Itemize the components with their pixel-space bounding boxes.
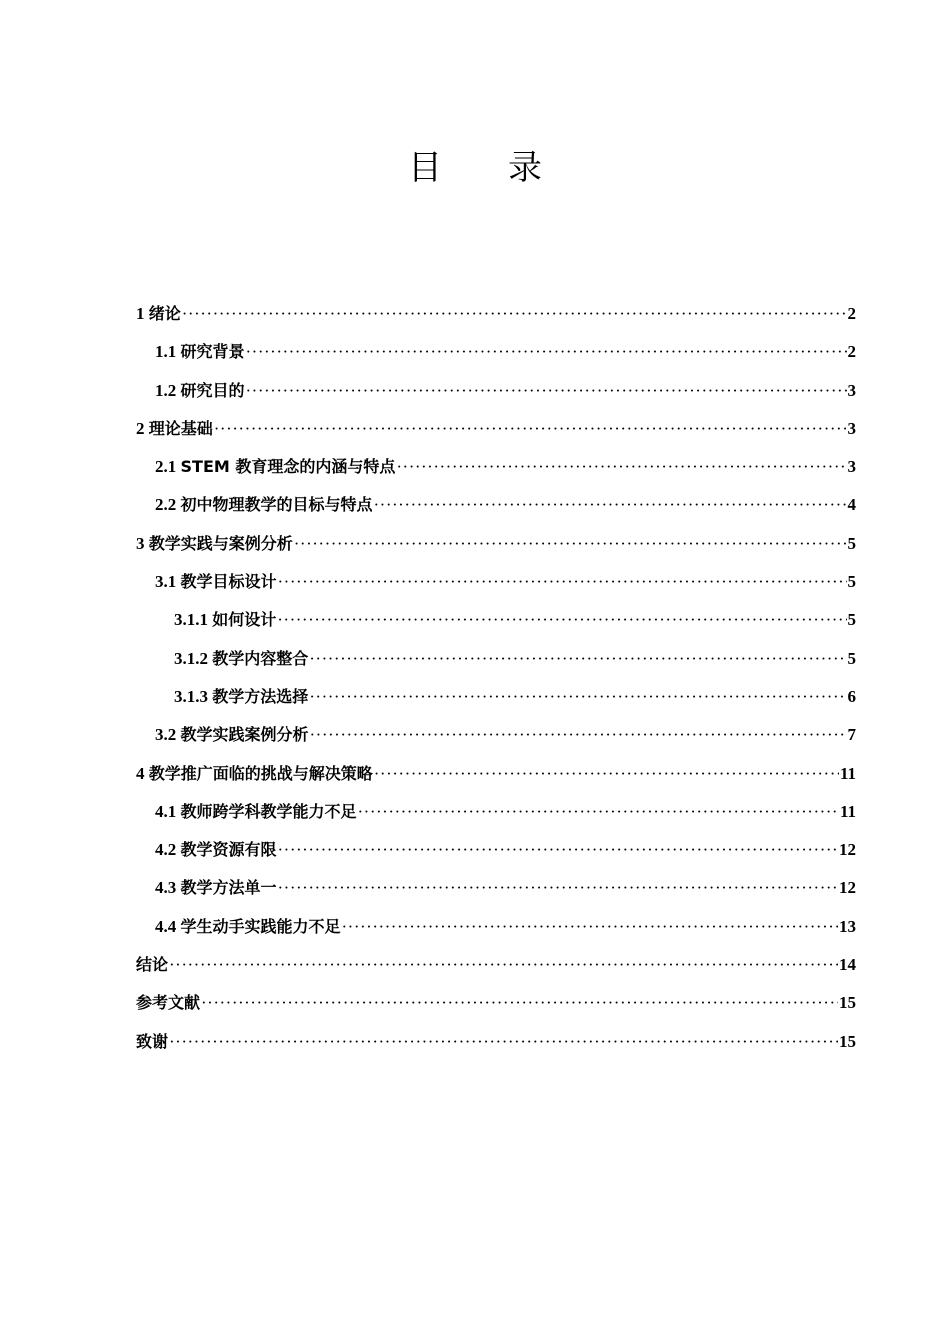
toc-entry[interactable] — [136, 416, 856, 454]
toc-dot-leader — [294, 534, 847, 554]
page-title-char-1: 目 — [408, 148, 442, 188]
toc-entry-label — [155, 837, 277, 860]
toc-entry-text: 初中物理教学的目标与特点 — [180, 495, 373, 515]
toc-entry-page-number: 12 — [839, 878, 856, 898]
toc-entry-label — [136, 1029, 168, 1052]
toc-entry-text: 教学推广面临的挑战与解决策略 — [148, 763, 373, 783]
toc-entry-text: 教师跨学科教学能力不足 — [180, 801, 357, 821]
toc-entry-page-number: 5 — [847, 610, 856, 630]
toc-entry-text: 结论 — [136, 955, 169, 975]
toc-entry[interactable] — [136, 339, 856, 377]
toc-entry-page-number: 12 — [839, 840, 856, 860]
toc-entry-label — [155, 875, 277, 898]
toc-entry-label — [136, 952, 168, 975]
toc-dot-leader — [396, 457, 846, 477]
toc-dot-leader — [310, 725, 847, 745]
toc-entry-label — [136, 990, 200, 1013]
toc-entry-page-number: 5 — [847, 648, 856, 668]
toc-dot-leader — [246, 381, 847, 401]
toc-entry[interactable] — [136, 990, 856, 1028]
toc-entry-number: 1 — [136, 304, 145, 323]
toc-entry-number: 3.1.2 — [174, 648, 208, 668]
toc-entry[interactable] — [136, 684, 856, 722]
toc-dot-leader — [278, 572, 847, 592]
toc-entry[interactable] — [136, 454, 856, 492]
toc-entry-page-number: 14 — [839, 955, 856, 975]
toc-entry-page-number: 4 — [847, 495, 856, 515]
toc-entry-label — [155, 492, 373, 515]
toc-entry-number: 2.2 — [155, 495, 177, 515]
toc-dot-leader — [182, 304, 847, 324]
toc-entry[interactable] — [136, 799, 856, 837]
toc-entry-label — [155, 914, 341, 937]
toc-entry-number: 4.3 — [155, 878, 177, 898]
page-title — [0, 140, 950, 189]
toc-dot-leader — [214, 419, 847, 439]
toc-entry-page-number: 3 — [847, 457, 856, 477]
toc-dot-leader — [169, 1032, 838, 1052]
toc-entry-page-number: 3 — [847, 418, 856, 438]
toc-dot-leader — [309, 687, 846, 707]
toc-entry[interactable] — [136, 492, 856, 530]
toc-entry[interactable] — [136, 837, 856, 875]
toc-dot-leader — [246, 342, 847, 362]
toc-entry-text: 致谢 — [136, 1031, 169, 1051]
toc-entry-page-number: 2 — [847, 304, 856, 323]
toc-entry-label — [174, 607, 276, 630]
toc-entry-number: 3.1.1 — [174, 610, 208, 630]
toc-entry-label — [136, 531, 293, 554]
toc-entry[interactable] — [136, 301, 856, 339]
toc-entry[interactable] — [136, 914, 856, 952]
toc-dot-leader — [277, 610, 846, 630]
toc-entry-text: 教学方法单一 — [180, 878, 277, 898]
toc-entry-text: 教学实践案例分析 — [180, 725, 309, 745]
toc-entry-label — [136, 301, 181, 324]
toc-entry-label — [174, 684, 308, 707]
toc-dot-leader — [169, 955, 838, 975]
toc-entry-page-number: 5 — [847, 572, 856, 592]
toc-entry-label — [155, 454, 395, 477]
toc-entry-number: 2 — [136, 418, 145, 438]
toc-entry[interactable] — [136, 569, 856, 607]
toc-entry-text: 教学资源有限 — [180, 840, 277, 860]
toc-entry-page-number: 13 — [839, 916, 856, 936]
toc-dot-leader — [309, 649, 846, 669]
toc-entry-page-number: 5 — [847, 533, 856, 553]
toc-entry-page-number: 15 — [839, 993, 856, 1013]
toc-entry-page-number: 3 — [847, 380, 856, 400]
toc-entry-text: 理论基础 — [148, 418, 213, 438]
toc-entry[interactable] — [136, 531, 856, 569]
toc-entry-page-number: 2 — [847, 342, 856, 362]
toc-entry-text: 教学内容整合 — [212, 648, 309, 668]
toc-dot-leader — [278, 840, 838, 860]
toc-entry[interactable] — [136, 875, 856, 913]
toc-entry-label — [155, 569, 277, 592]
toc-entry-label — [174, 646, 308, 669]
toc-entry[interactable] — [136, 722, 856, 760]
toc-entry-label — [155, 339, 245, 362]
toc-entry-text: 如何设计 — [212, 610, 277, 630]
toc-entry-number: 4.2 — [155, 840, 177, 860]
toc-entry-page-number: 15 — [839, 1031, 856, 1051]
toc-entry-page-number: 11 — [839, 801, 856, 821]
toc-entry-text: 教学方法选择 — [212, 686, 309, 706]
toc-entry-text: 参考文献 — [136, 993, 201, 1013]
toc-entry-text: STEM 教育理念的内涵与特点 — [180, 457, 396, 477]
toc-entry-text: 研究背景 — [180, 342, 245, 362]
toc-entry-label — [136, 761, 373, 784]
table-of-contents — [136, 301, 856, 1067]
toc-entry[interactable] — [136, 607, 856, 645]
toc-entry-text: 教学实践与案例分析 — [148, 533, 293, 553]
toc-entry-text: 研究目的 — [180, 380, 245, 400]
toc-dot-leader — [278, 878, 838, 898]
toc-entry-number: 4 — [136, 763, 145, 783]
toc-entry-page-number: 7 — [847, 725, 856, 745]
toc-entry-number: 3.1.3 — [174, 686, 208, 706]
toc-entry-number: 1.1 — [155, 342, 177, 362]
toc-entry-page-number: 6 — [847, 686, 856, 706]
toc-entry-number: 3.2 — [155, 725, 177, 745]
toc-entry-label — [136, 416, 213, 439]
toc-entry-text: 绪论 — [148, 304, 181, 323]
toc-entry-text: 学生动手实践能力不足 — [180, 916, 341, 936]
toc-entry[interactable] — [136, 1029, 856, 1067]
page-title-char-2: 录 — [508, 148, 542, 188]
toc-dot-leader — [342, 917, 838, 937]
toc-entry-page-number: 11 — [839, 763, 856, 783]
toc-entry-label — [155, 378, 245, 401]
toc-entry[interactable] — [136, 378, 856, 416]
toc-entry-number: 4.4 — [155, 916, 177, 936]
toc-entry-number: 1.2 — [155, 380, 177, 400]
toc-dot-leader — [358, 802, 839, 822]
toc-dot-leader — [201, 993, 838, 1013]
toc-entry[interactable] — [136, 646, 856, 684]
toc-entry-label — [155, 799, 357, 822]
toc-entry-number: 3.1 — [155, 572, 177, 592]
toc-entry-number: 2.1 — [155, 457, 177, 477]
toc-dot-leader — [374, 764, 839, 784]
toc-entry-number: 3 — [136, 533, 145, 553]
toc-entry-label — [155, 722, 309, 745]
toc-entry-number: 4.1 — [155, 801, 177, 821]
toc-entry-text: 教学目标设计 — [180, 572, 277, 592]
toc-dot-leader — [374, 495, 847, 515]
toc-entry[interactable] — [136, 761, 856, 799]
toc-entry[interactable] — [136, 952, 856, 990]
